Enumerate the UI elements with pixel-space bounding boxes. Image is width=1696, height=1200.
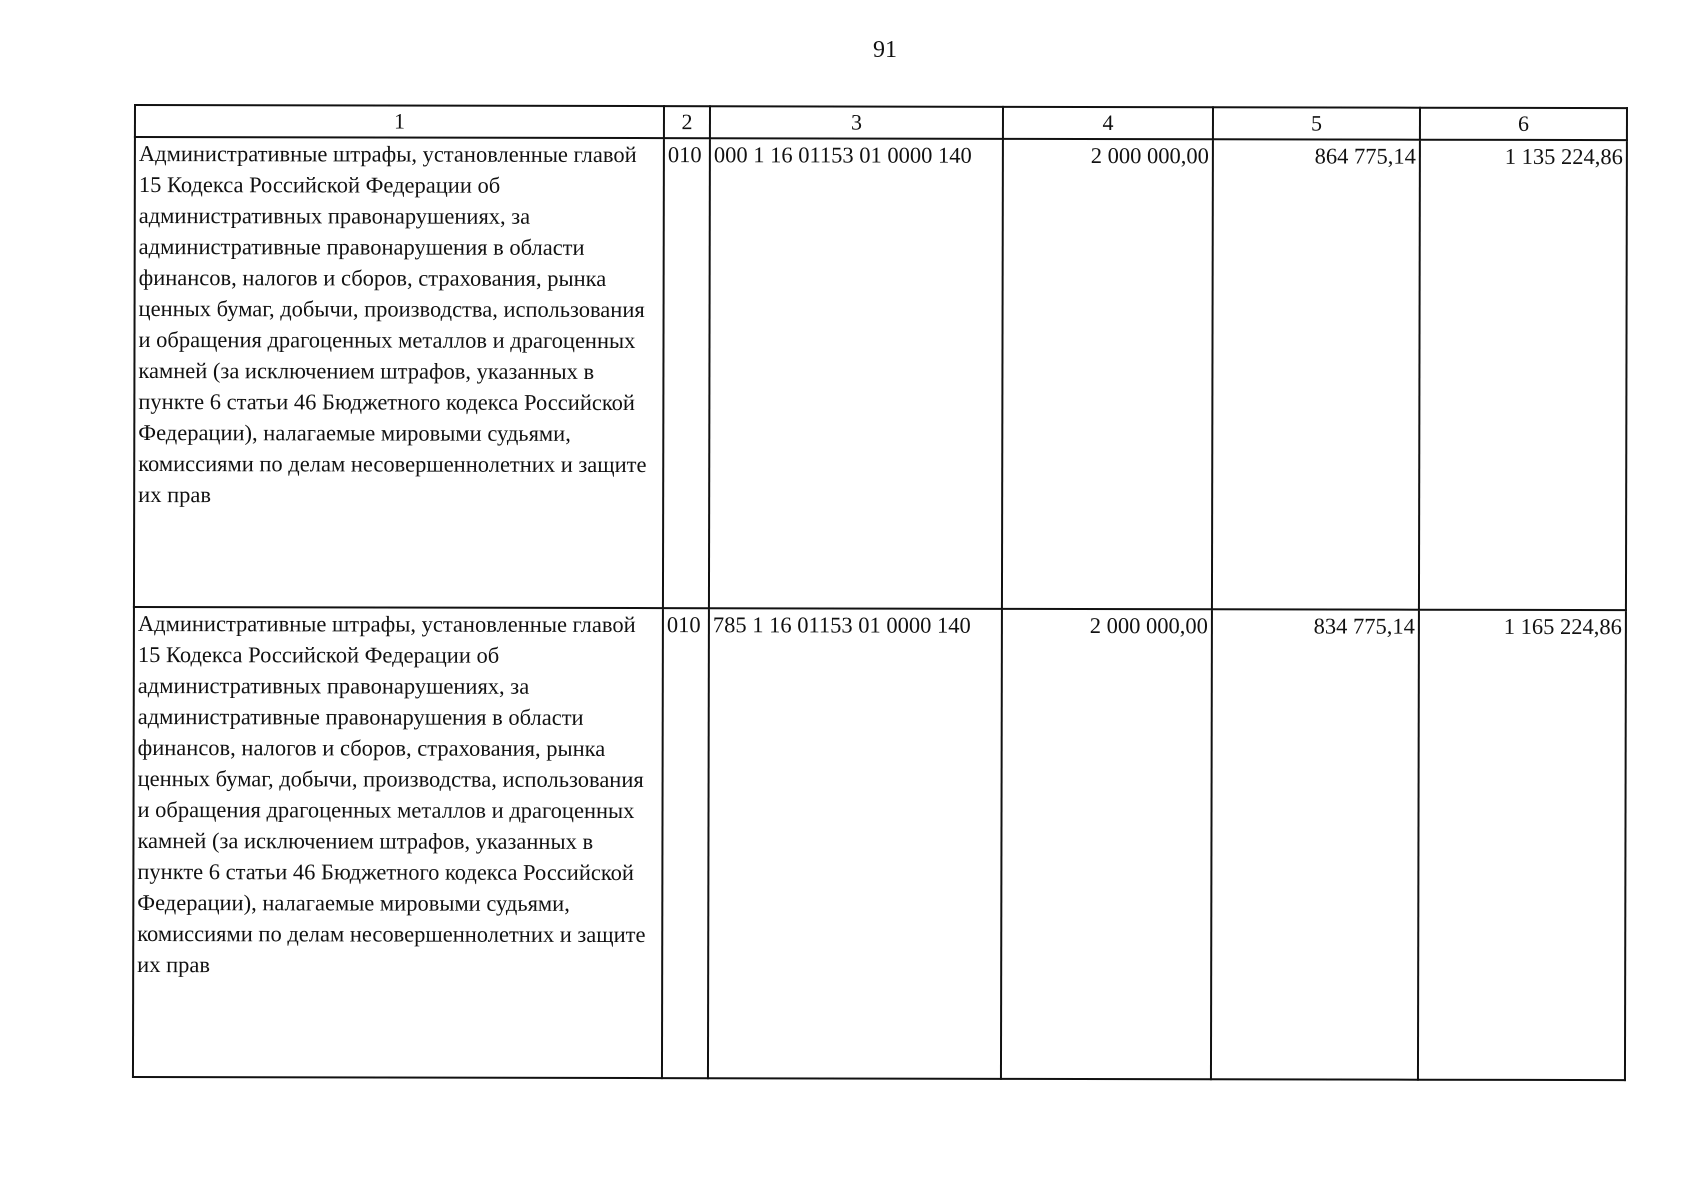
amount-col6: 1 165 224,86 [1418, 610, 1626, 1080]
column-header-3: 3 [710, 106, 1003, 139]
amount-col5: 864 775,14 [1212, 139, 1420, 609]
column-header-5: 5 [1213, 107, 1420, 139]
table-header-row [135, 105, 1627, 140]
classification-code: 785 1 16 01153 01 0000 140 [708, 608, 1002, 1079]
row-code: 010 [662, 608, 709, 1078]
column-header-2: 2 [664, 106, 710, 138]
classification-code: 000 1 16 01153 01 0000 140 [709, 138, 1003, 609]
row-description: Административные штрафы, установленные главой 15 Кодекса Российской Федерации об административных правонарушениях, за административные правонарушения в области финансов, налогов и сборов, страхования, рынка ценных бумаг, добычи, производства, использования и обращения драгоценных металлов и драгоценных камней (за исключением штрафов, указанных в пункте 6 статьи 46 Бюджетного кодекса Российской Федерации), налагаемые мировыми судьями, комиссиями по делам несовершеннолетних и защите их прав [133, 607, 663, 1078]
amount-col4: 2 000 000,00 [1002, 139, 1213, 609]
row-description: Административные штрафы, установленные главой 15 Кодекса Российской Федерации об административных правонарушениях, за административные правонарушения в области финансов, налогов и сборов, страхования, рынка ценных бумаг, добычи, производства, использования и обращения драгоценных металлов и драгоценных камней (за исключением штрафов, указанных в пункте 6 статьи 46 Бюджетного кодекса Российской Федерации), налагаемые мировыми судьями, комиссиями по делам несовершеннолетних и защите их прав [134, 137, 664, 608]
column-header-1: 1 [135, 105, 664, 138]
column-header-4: 4 [1003, 107, 1213, 139]
page-number: 91 [873, 37, 897, 63]
amount-col6: 1 135 224,86 [1419, 140, 1627, 610]
amount-col4: 2 000 000,00 [1001, 609, 1212, 1079]
table-row [134, 137, 1627, 610]
amount-col5: 834 775,14 [1211, 609, 1419, 1079]
table-row [133, 607, 1626, 1080]
row-code: 010 [663, 138, 710, 608]
revenue-table [132, 104, 1628, 1081]
column-header-6: 6 [1420, 108, 1627, 140]
